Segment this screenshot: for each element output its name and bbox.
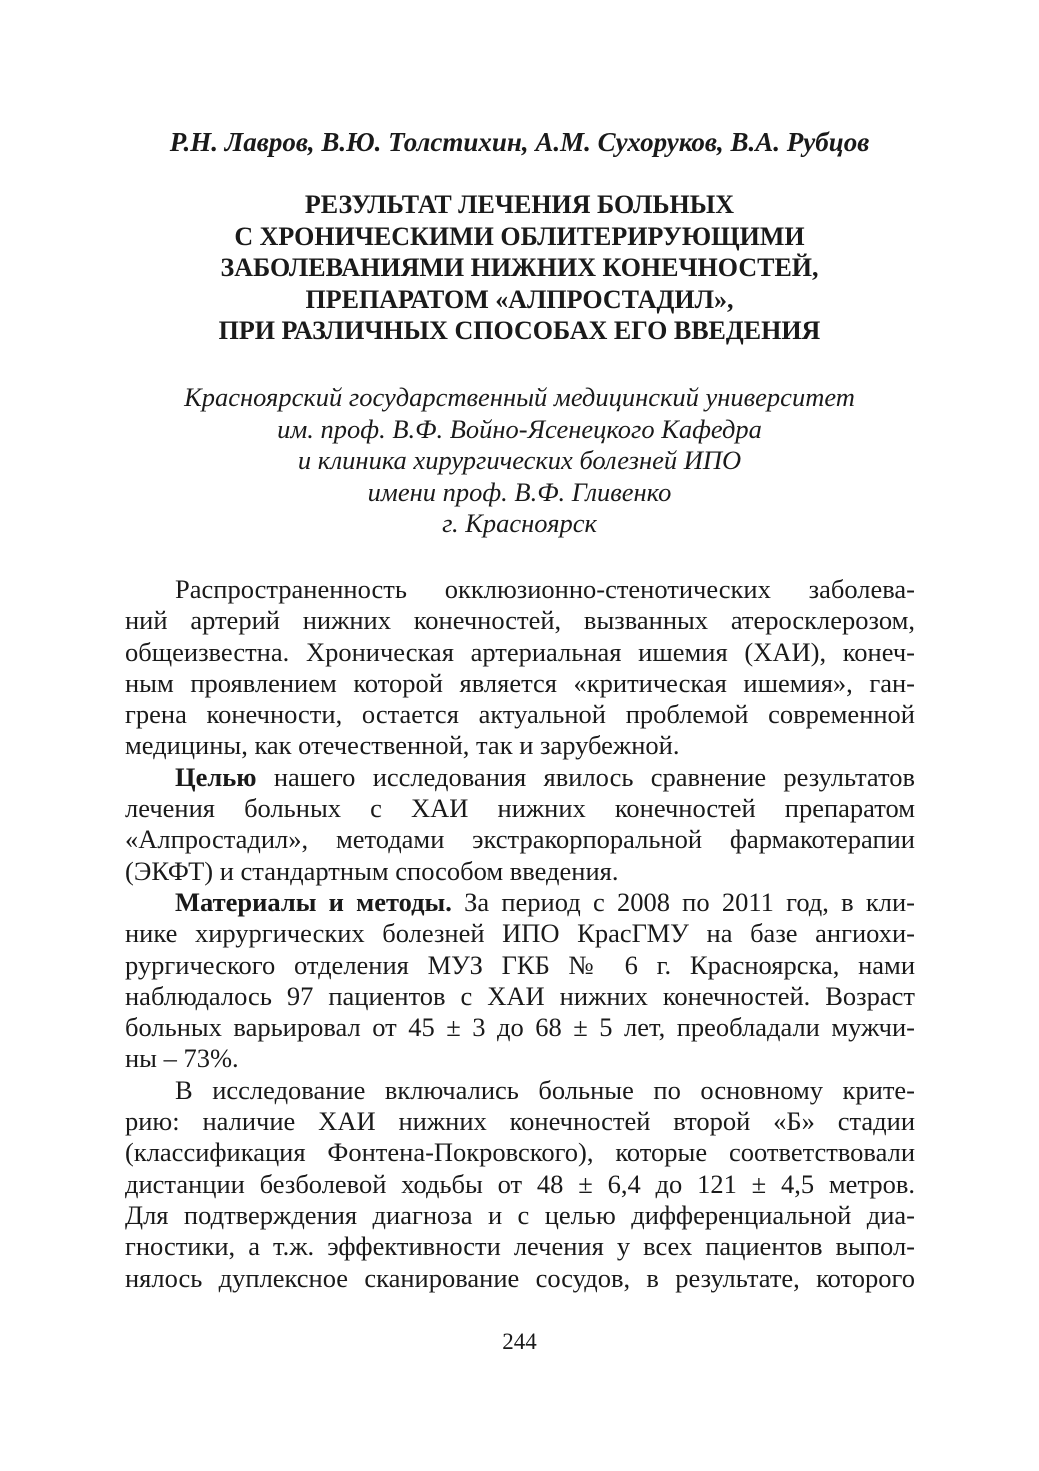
paragraph-lead: Целью <box>175 761 257 792</box>
paragraph-lead: Материалы и методы. <box>175 886 452 917</box>
text-fragment: нашего исследования явилось сравнение результатов <box>256 761 915 792</box>
affiliation-line: г. Красноярск <box>442 508 597 538</box>
text-line: «Алпростадил», методами экстракорпоральной фармакотерапии <box>125 824 915 855</box>
authors-line: Р.Н. Лавров, В.Ю. Толстихин, А.М. Сухоруков, В.А. Рубцов <box>169 127 870 157</box>
text-line <box>125 762 915 793</box>
text-line: ным проявлением которой является «критическая ишемия», ган- <box>125 667 915 698</box>
text-fragment: За период с 2008 по 2011 год, в кли- <box>451 886 916 917</box>
text-line: больных варьировал от 45 ± 3 до 68 ± 5 лет, преобладали мужчи- <box>125 1012 915 1043</box>
title-line: ПРЕПАРАТОМ «АЛПРОСТАДИЛ», <box>305 284 734 314</box>
text-line: нялось дуплексное сканирование сосудов, в результате, которого <box>125 1262 915 1293</box>
paragraph-inclusion <box>125 1075 915 1294</box>
title-line: ПРИ РАЗЛИЧНЫХ СПОСОБАХ ЕГО ВВЕДЕНИЯ <box>218 316 821 345</box>
text-line: дистанции безболевой ходьбы от 48 ± 6,4 до 121 ± 4,5 метров. <box>125 1168 915 1199</box>
text-line: ний артерий нижних конечностей, вызванных атеросклерозом, <box>125 605 915 636</box>
text-line: рургического отделения МУЗ ГКБ № 6 г. Красноярска, нами <box>125 949 915 980</box>
text-line: наблюдалось 97 пациентов с ХАИ нижних конечностей. Возраст <box>125 980 915 1011</box>
title-line: С ХРОНИЧЕСКИМИ ОБЛИТЕРИРУЮЩИМИ <box>234 221 805 251</box>
text-line: ны – 73%. <box>125 1043 239 1074</box>
text-line: гностики, а т.ж. эффективности лечения у всех пациентов выпол- <box>125 1231 915 1262</box>
text-line: лечения больных с ХАИ нижних конечностей препаратом <box>125 793 915 824</box>
affiliation-line: им. проф. В.Ф. Войно-Ясенецкого Кафедра <box>277 413 762 444</box>
affiliation-line: и клиника хирургических болезней ИПО <box>297 445 742 475</box>
text-line: (классификация Фонтена-Покровского), которые соответствовали <box>125 1137 915 1168</box>
title-line: РЕЗУЛЬТАТ ЛЕЧЕНИЯ БОЛЬНЫХ <box>304 190 735 219</box>
text-line: Для подтверждения диагноза и с целью дифференциальной диа- <box>125 1199 915 1230</box>
body-text <box>125 574 915 1294</box>
text-line: грена конечности, остается актуальной проблемой современной <box>125 699 915 730</box>
text-line: нике хирургических болезней ИПО КрасГМУ на базе ангиохи- <box>125 918 915 949</box>
title-line: ЗАБОЛЕВАНИЯМИ НИЖНИХ КОНЕЧНОСТЕЙ, <box>220 253 819 282</box>
affiliation-line: Красноярский государственный медицинский университет <box>184 382 855 412</box>
text-line <box>125 887 915 918</box>
page-number: 244 <box>502 1329 537 1354</box>
text-line: В исследование включались больные по основному крите- <box>175 1074 915 1105</box>
affiliation-line: имени проф. В.Ф. Гливенко <box>367 476 672 507</box>
paragraph-aim <box>125 762 915 887</box>
text-line: (ЭКФТ) и стандартным способом введения. <box>125 855 619 886</box>
paper-title <box>100 189 939 347</box>
paragraph-methods <box>125 887 915 1075</box>
paragraph-introduction <box>125 574 915 762</box>
text-line: рию: наличие ХАИ нижних конечностей второй «Б» стадии <box>125 1106 915 1137</box>
text-line: Распространенность окклюзионно-стенотических заболева- <box>175 574 915 604</box>
text-line: медицины, как отечественной, так и зарубежной. <box>125 730 680 761</box>
affiliation <box>100 382 939 540</box>
text-line: общеизвестна. Хроническая артериальная ишемия (ХАИ), конеч- <box>125 636 915 667</box>
